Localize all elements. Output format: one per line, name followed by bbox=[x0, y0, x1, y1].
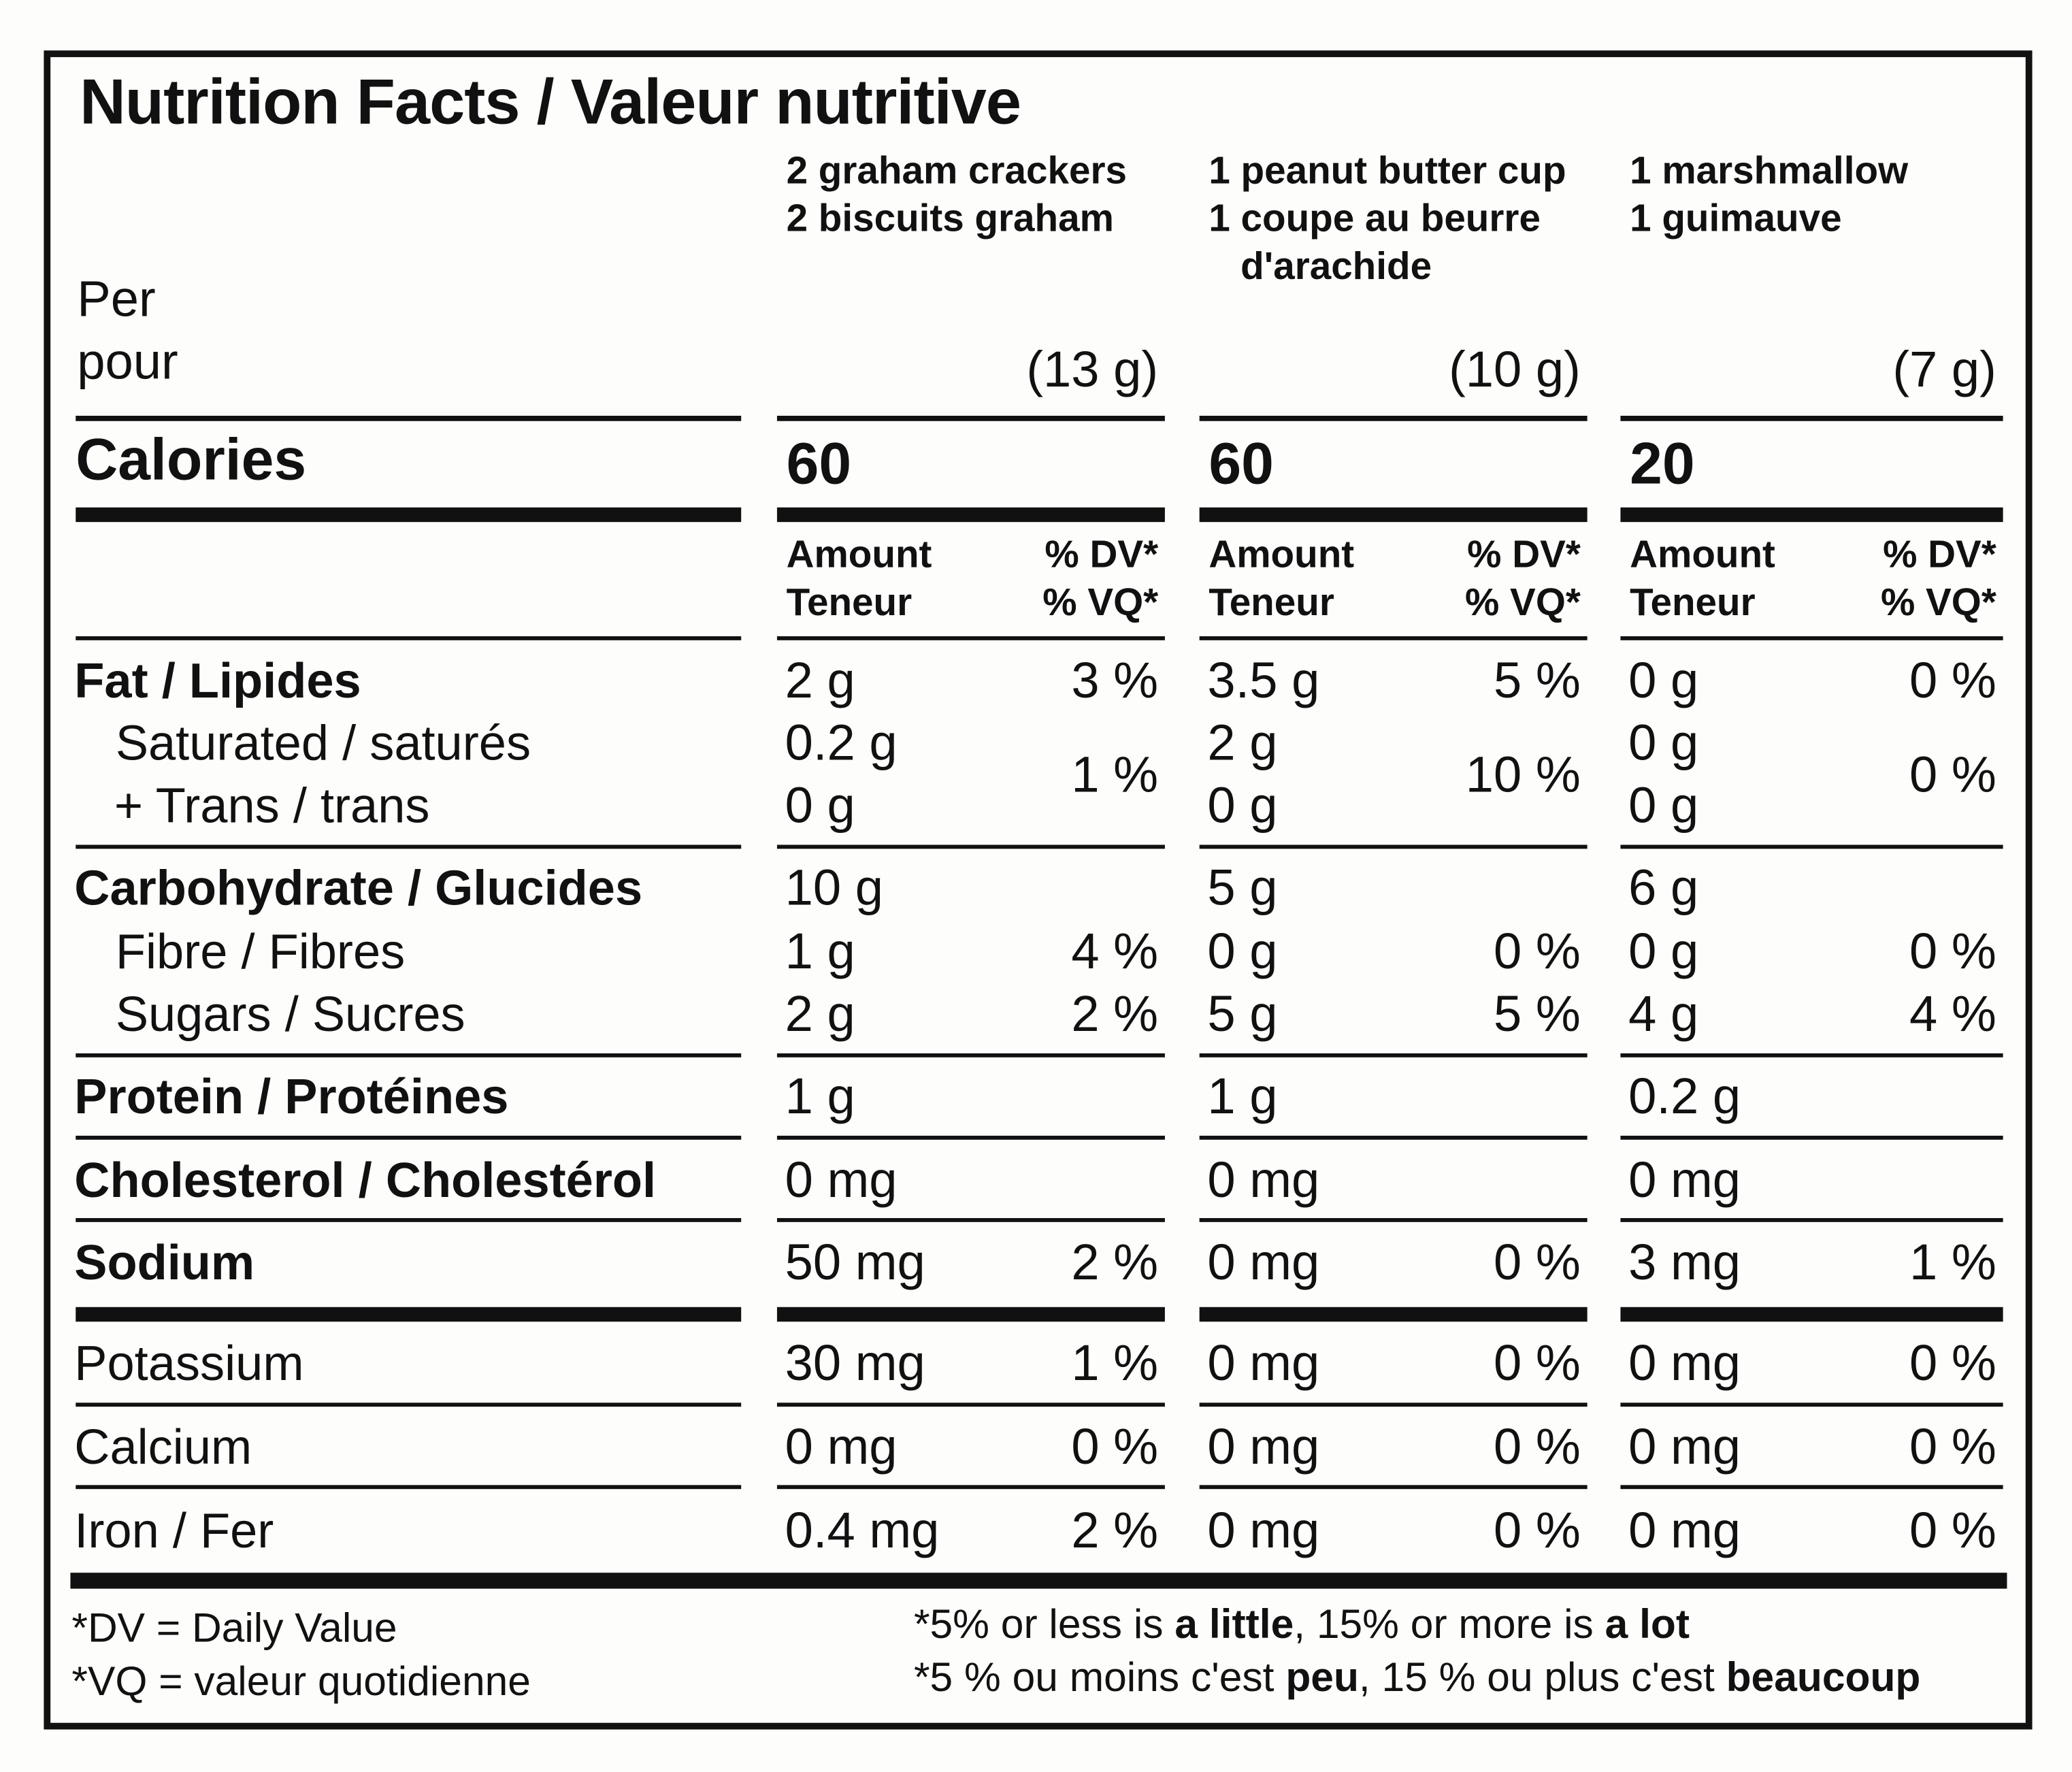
serving-size-text: 1 guimauve bbox=[1630, 197, 1842, 241]
divider-thin bbox=[1200, 1218, 1588, 1222]
dv-header: % DV* bbox=[1045, 534, 1159, 577]
divider-thin bbox=[777, 844, 1165, 849]
divider-thick bbox=[76, 1307, 741, 1322]
nutrient-amount: 0 mg bbox=[1207, 1235, 1320, 1292]
divider-thin bbox=[76, 1485, 741, 1489]
serving-size-text: 1 coupe au beurre bbox=[1208, 197, 1541, 241]
nutrient-dv: 4 % bbox=[1071, 924, 1159, 981]
nutrient-amount: 5 g bbox=[1207, 860, 1278, 917]
nutrient-dv: 5 % bbox=[1494, 653, 1581, 710]
footnote-segment: a lot bbox=[1605, 1601, 1690, 1647]
divider-thick bbox=[1620, 1307, 2003, 1322]
nutrient-amount: 0 mg bbox=[1207, 1336, 1320, 1392]
label-title: Nutrition Facts / Valeur nutritive bbox=[80, 67, 1021, 139]
nutrient-amount: 0 g bbox=[1207, 778, 1278, 834]
nutrient-amount: 0 g bbox=[1628, 924, 1699, 981]
divider-thin bbox=[76, 844, 741, 849]
divider-thin bbox=[1620, 1402, 2003, 1407]
divider-thin bbox=[1200, 1053, 1588, 1057]
nutrient-dv: 0 % bbox=[1909, 1420, 1996, 1476]
nutrient-dv: 1 % bbox=[1071, 1336, 1159, 1392]
serving-size-text: 1 peanut butter cup bbox=[1208, 150, 1566, 193]
nutrient-dv: 1 % bbox=[1909, 1235, 1996, 1292]
divider-thick bbox=[1200, 1307, 1588, 1322]
divider-thin bbox=[1620, 1053, 2003, 1057]
divider-full-thick bbox=[70, 1573, 2007, 1588]
serving-weight: (13 g) bbox=[1026, 342, 1159, 399]
divider-thin bbox=[1620, 1136, 2003, 1140]
nutrient-dv: 3 % bbox=[1071, 653, 1159, 710]
dv-header: % DV* bbox=[1467, 534, 1581, 577]
calories-value: 60 bbox=[1208, 431, 1274, 497]
nutrient-dv: 0 % bbox=[1909, 1336, 1996, 1392]
footnote-left: *DV = Daily Value bbox=[71, 1605, 397, 1652]
divider-thick bbox=[777, 1307, 1165, 1322]
nutrient-dv: 0 % bbox=[1071, 1420, 1159, 1476]
per-label: Per bbox=[77, 272, 156, 329]
nutrient-dv: 0 % bbox=[1909, 1503, 1996, 1560]
nutrient-amount: 0.4 mg bbox=[785, 1503, 940, 1560]
divider-thin bbox=[777, 1053, 1165, 1057]
nutrient-amount: 5 g bbox=[1207, 987, 1278, 1043]
nutrient-amount: 0 g bbox=[1628, 778, 1699, 834]
nutrient-label-calcium: Calcium bbox=[74, 1420, 252, 1475]
nutrient-dv: 2 % bbox=[1071, 1503, 1159, 1560]
nutrient-amount: 50 mg bbox=[785, 1235, 925, 1292]
footnote-segment: , 15 % ou plus c'est bbox=[1358, 1654, 1726, 1701]
divider-thin bbox=[76, 1136, 741, 1140]
divider-thin bbox=[76, 636, 741, 640]
vq-header: % VQ* bbox=[1880, 581, 1996, 625]
divider-thin bbox=[777, 1402, 1165, 1407]
nutrient-dv: 0 % bbox=[1494, 1420, 1581, 1476]
nutrient-amount: 3.5 g bbox=[1207, 653, 1320, 710]
calories-label: Calories bbox=[76, 427, 307, 493]
divider-thin bbox=[76, 1053, 741, 1057]
nutrient-amount: 0 g bbox=[1628, 716, 1699, 772]
footnote-segment: *5% or less is bbox=[913, 1601, 1175, 1647]
nutrient-amount: 2 g bbox=[785, 987, 855, 1043]
divider-thin bbox=[1200, 416, 1588, 421]
footnote-segment: *5 % ou moins c'est bbox=[913, 1654, 1286, 1701]
nutrient-amount: 1 g bbox=[1207, 1069, 1278, 1126]
nutrient-label-saturated: Saturated / saturés bbox=[115, 716, 531, 771]
nutrient-label-carbohydrate: Carbohydrate / Glucides bbox=[74, 860, 643, 915]
divider-thin bbox=[777, 1485, 1165, 1489]
nutrient-dv: 0 % bbox=[1909, 653, 1996, 710]
nutrient-dv: 0 % bbox=[1494, 1336, 1581, 1392]
nutrient-amount: 0 g bbox=[1628, 653, 1699, 710]
amount-header: Amount bbox=[786, 534, 932, 577]
footnote-right bbox=[914, 1651, 1920, 1704]
nutrient-label-trans: + Trans / trans bbox=[114, 778, 430, 833]
amount-header: Amount bbox=[1208, 534, 1355, 577]
divider-thin bbox=[1200, 636, 1588, 640]
nutrient-dv: 2 % bbox=[1071, 987, 1159, 1043]
teneur-header: Teneur bbox=[1208, 581, 1334, 625]
pour-label: pour bbox=[77, 334, 178, 391]
divider-thin bbox=[1620, 416, 2003, 421]
nutrient-dv: 10 % bbox=[1465, 747, 1581, 804]
divider-thick bbox=[1620, 508, 2003, 522]
divider-thick bbox=[76, 508, 741, 522]
divider-thin bbox=[1200, 1485, 1588, 1489]
nutrient-amount: 0 mg bbox=[1207, 1420, 1320, 1476]
nutrient-dv: 0 % bbox=[1494, 1235, 1581, 1292]
nutrient-dv: 5 % bbox=[1494, 987, 1581, 1043]
divider-thin bbox=[1620, 636, 2003, 640]
divider-thin bbox=[1200, 1136, 1588, 1140]
vq-header: % VQ* bbox=[1042, 581, 1159, 625]
divider-thin bbox=[76, 1402, 741, 1407]
vq-header: % VQ* bbox=[1464, 581, 1581, 625]
nutrient-amount: 1 g bbox=[785, 1069, 855, 1126]
nutrient-label-sugars: Sugars / Sucres bbox=[115, 987, 465, 1042]
nutrient-amount: 4 g bbox=[1628, 987, 1699, 1043]
calories-value: 60 bbox=[786, 431, 852, 497]
dv-header: % DV* bbox=[1883, 534, 1996, 577]
footnote-segment: beaucoup bbox=[1726, 1654, 1921, 1701]
amount-header: Amount bbox=[1630, 534, 1775, 577]
divider-thick bbox=[777, 508, 1165, 522]
nutrient-label-fat: Fat / Lipides bbox=[74, 653, 361, 708]
nutrient-amount: 0 g bbox=[785, 778, 855, 834]
nutrient-amount: 2 g bbox=[1207, 716, 1278, 772]
nutrient-amount: 0 mg bbox=[1628, 1420, 1741, 1476]
divider-thin bbox=[777, 1218, 1165, 1222]
nutrient-amount: 0.2 g bbox=[1628, 1069, 1741, 1126]
nutrient-amount: 3 mg bbox=[1628, 1235, 1741, 1292]
nutrient-dv: 0 % bbox=[1494, 924, 1581, 981]
nutrient-label-protein: Protein / Protéines bbox=[74, 1069, 509, 1124]
nutrient-label-potassium: Potassium bbox=[74, 1336, 304, 1391]
nutrient-dv: 0 % bbox=[1494, 1503, 1581, 1560]
nutrient-amount: 0 mg bbox=[1207, 1503, 1320, 1560]
nutrient-amount: 0 mg bbox=[1628, 1153, 1741, 1209]
nutrient-dv: 2 % bbox=[1071, 1235, 1159, 1292]
nutrient-amount: 6 g bbox=[1628, 860, 1699, 917]
serving-weight: (7 g) bbox=[1892, 342, 1996, 399]
divider-thin bbox=[1620, 1218, 2003, 1222]
serving-size-text: 2 biscuits graham bbox=[786, 197, 1114, 241]
nutrient-amount: 1 g bbox=[785, 924, 855, 981]
nutrient-amount: 0 g bbox=[1207, 924, 1278, 981]
nutrient-label-sodium: Sodium bbox=[74, 1235, 255, 1290]
serving-weight: (10 g) bbox=[1449, 342, 1581, 399]
nutrient-amount: 30 mg bbox=[785, 1336, 925, 1392]
calories-value: 20 bbox=[1630, 431, 1695, 497]
divider-thin bbox=[777, 416, 1165, 421]
footnote-segment: a little bbox=[1174, 1601, 1294, 1647]
nutrient-label-iron: Iron / Fer bbox=[74, 1503, 274, 1558]
nutrient-amount: 0 mg bbox=[1207, 1153, 1320, 1209]
serving-size-text: 2 graham crackers bbox=[786, 150, 1127, 193]
divider-thin bbox=[1620, 844, 2003, 849]
nutrient-amount: 0 mg bbox=[785, 1420, 898, 1476]
nutrient-dv: 0 % bbox=[1909, 924, 1996, 981]
serving-size-text: 1 marshmallow bbox=[1630, 150, 1909, 193]
nutrient-dv: 1 % bbox=[1071, 747, 1159, 804]
divider-thin bbox=[777, 636, 1165, 640]
footnote-segment: peu bbox=[1285, 1654, 1359, 1701]
nutrient-amount: 0 mg bbox=[785, 1153, 898, 1209]
nutrient-amount: 0 mg bbox=[1628, 1503, 1741, 1560]
divider-thin bbox=[76, 416, 741, 421]
nutrient-amount: 0.2 g bbox=[785, 716, 898, 772]
divider-thin bbox=[1200, 844, 1588, 849]
nutrient-amount: 2 g bbox=[785, 653, 855, 710]
nutrient-label-cholesterol: Cholesterol / Cholestérol bbox=[74, 1153, 657, 1208]
nutrient-dv: 4 % bbox=[1909, 987, 1996, 1043]
teneur-header: Teneur bbox=[786, 581, 912, 625]
footnote-segment: , 15% or more is bbox=[1294, 1601, 1605, 1647]
divider-thin bbox=[1620, 1485, 2003, 1489]
nutrient-amount: 10 g bbox=[785, 860, 884, 917]
divider-thin bbox=[76, 1218, 741, 1222]
serving-size-text: d'arachide bbox=[1240, 246, 1432, 289]
nutrient-label-fibre: Fibre / Fibres bbox=[115, 924, 406, 979]
divider-thick bbox=[1200, 508, 1588, 522]
footnote-left: *VQ = valeur quotidienne bbox=[71, 1658, 531, 1705]
divider-thin bbox=[777, 1136, 1165, 1140]
footnote-right bbox=[914, 1598, 1690, 1651]
nutrient-amount: 0 mg bbox=[1628, 1336, 1741, 1392]
divider-thin bbox=[1200, 1402, 1588, 1407]
nutrient-dv: 0 % bbox=[1909, 747, 1996, 804]
teneur-header: Teneur bbox=[1630, 581, 1756, 625]
